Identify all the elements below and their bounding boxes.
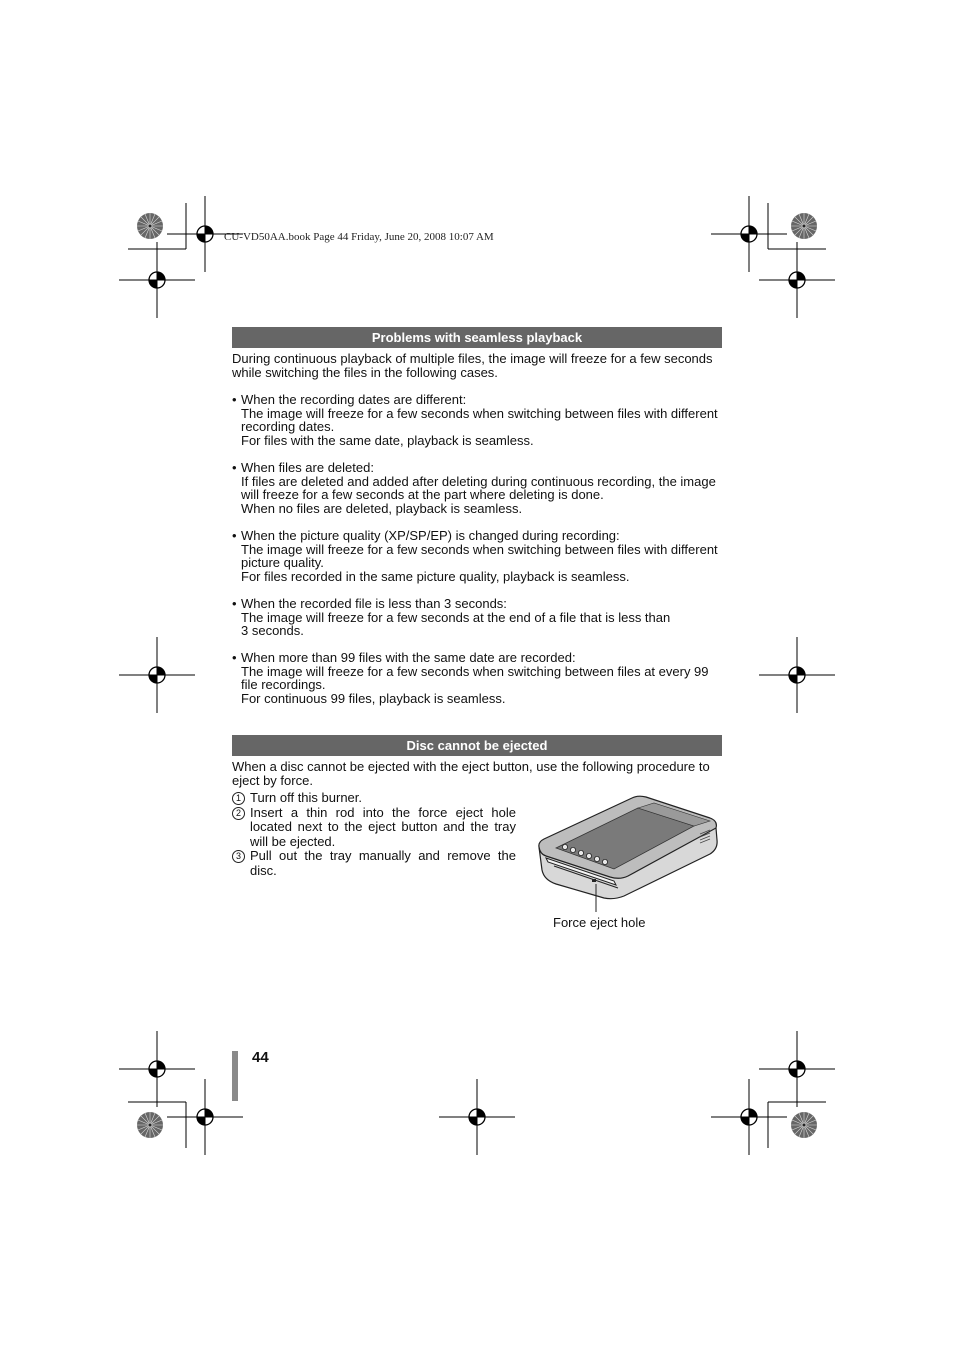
- bullet-line: When no files are deleted, playback is seamless.: [241, 501, 523, 517]
- bullet-line: For files recorded in the same picture quality, playback is seamless.: [241, 569, 630, 585]
- section1-intro: During continuous playback of multiple files, the image will freeze for a few seconds while switching the files in the following cases.: [232, 351, 713, 380]
- registration-mark-icon: [759, 242, 835, 318]
- bullet-line: For continuous 99 files, playback is seamless.: [241, 691, 506, 707]
- bullet-heading: When the recording dates are different:: [241, 392, 467, 407]
- step-item: [232, 849, 516, 878]
- star-mark-icon: [137, 1112, 163, 1138]
- section2-intro: When a disc cannot be ejected with the eject button, use the following procedure to eject by force.: [232, 759, 710, 788]
- bullet-item: [232, 597, 722, 638]
- bullet-icon: •: [232, 650, 237, 665]
- registration-mark-icon: [759, 1031, 835, 1107]
- step-item: [232, 806, 516, 850]
- bullet-heading: When the picture quality (XP/SP/EP) is changed during recording:: [241, 528, 620, 543]
- bullet-icon: •: [232, 528, 237, 543]
- bullet-item: [232, 393, 722, 448]
- bullet-line: The image will freeze for a few seconds at the end of a file that is less than 3 seconds.: [241, 609, 671, 639]
- burner-illustration: [534, 792, 724, 912]
- bullet-item: [232, 651, 722, 706]
- registration-mark-icon: [439, 1079, 515, 1155]
- section-title-seamless-playback: Problems with seamless playback: [232, 327, 722, 348]
- step-number: 3: [232, 850, 245, 863]
- step-item: [232, 791, 516, 806]
- step-number: 1: [232, 792, 245, 805]
- bullet-line: The image will freeze for a few seconds when switching between files with different recording dates.: [241, 405, 718, 435]
- bullet-heading: When more than 99 files with the same date are recorded:: [241, 650, 576, 665]
- bullet-item: [232, 529, 722, 584]
- step-text: Turn off this burner.: [250, 790, 363, 805]
- book-info-header: CU-VD50AA.book Page 44 Friday, June 20, 2008 10:07 AM: [224, 231, 494, 243]
- registration-mark-icon: [119, 637, 195, 713]
- bullet-icon: •: [232, 460, 237, 475]
- registration-mark-icon: [711, 1079, 787, 1155]
- procedure-steps: [232, 791, 516, 879]
- bullet-icon: •: [232, 596, 237, 611]
- bullet-line: The image will freeze for a few seconds when switching between files with different picture quality.: [241, 541, 718, 571]
- registration-mark-icon: [119, 242, 195, 318]
- page-number: 44: [252, 1049, 269, 1066]
- bullet-line: If files are deleted and added after deleting during continuous recording, the image will freeze for a few seconds at the part where deleting is done.: [241, 473, 716, 503]
- bullet-item: [232, 461, 722, 516]
- bullet-icon: •: [232, 392, 237, 407]
- bullet-line: The image will freeze for a few seconds when switching between files at every 99 file recordings.: [241, 663, 709, 693]
- page-edge-bar: [232, 1051, 238, 1101]
- star-mark-icon: [791, 213, 817, 239]
- star-mark-icon: [791, 1112, 817, 1138]
- bullet-heading: When files are deleted:: [241, 460, 374, 475]
- step-number: 2: [232, 807, 245, 820]
- registration-mark-icon: [119, 1031, 195, 1107]
- registration-mark-icon: [711, 196, 787, 272]
- star-mark-icon: [137, 213, 163, 239]
- bullet-heading: When the recorded file is less than 3 seconds:: [241, 596, 507, 611]
- section-title-disc-eject: Disc cannot be ejected: [232, 735, 722, 756]
- registration-mark-icon: [759, 637, 835, 713]
- step-text: Insert a thin rod into the force eject hole located next to the eject button and the tray will be ejected.: [250, 804, 516, 849]
- force-eject-hole-label: Force eject hole: [553, 915, 646, 930]
- step-text: Pull out the tray manually and remove the disc.: [250, 848, 516, 878]
- bullet-line: For files with the same date, playback is seamless.: [241, 433, 534, 449]
